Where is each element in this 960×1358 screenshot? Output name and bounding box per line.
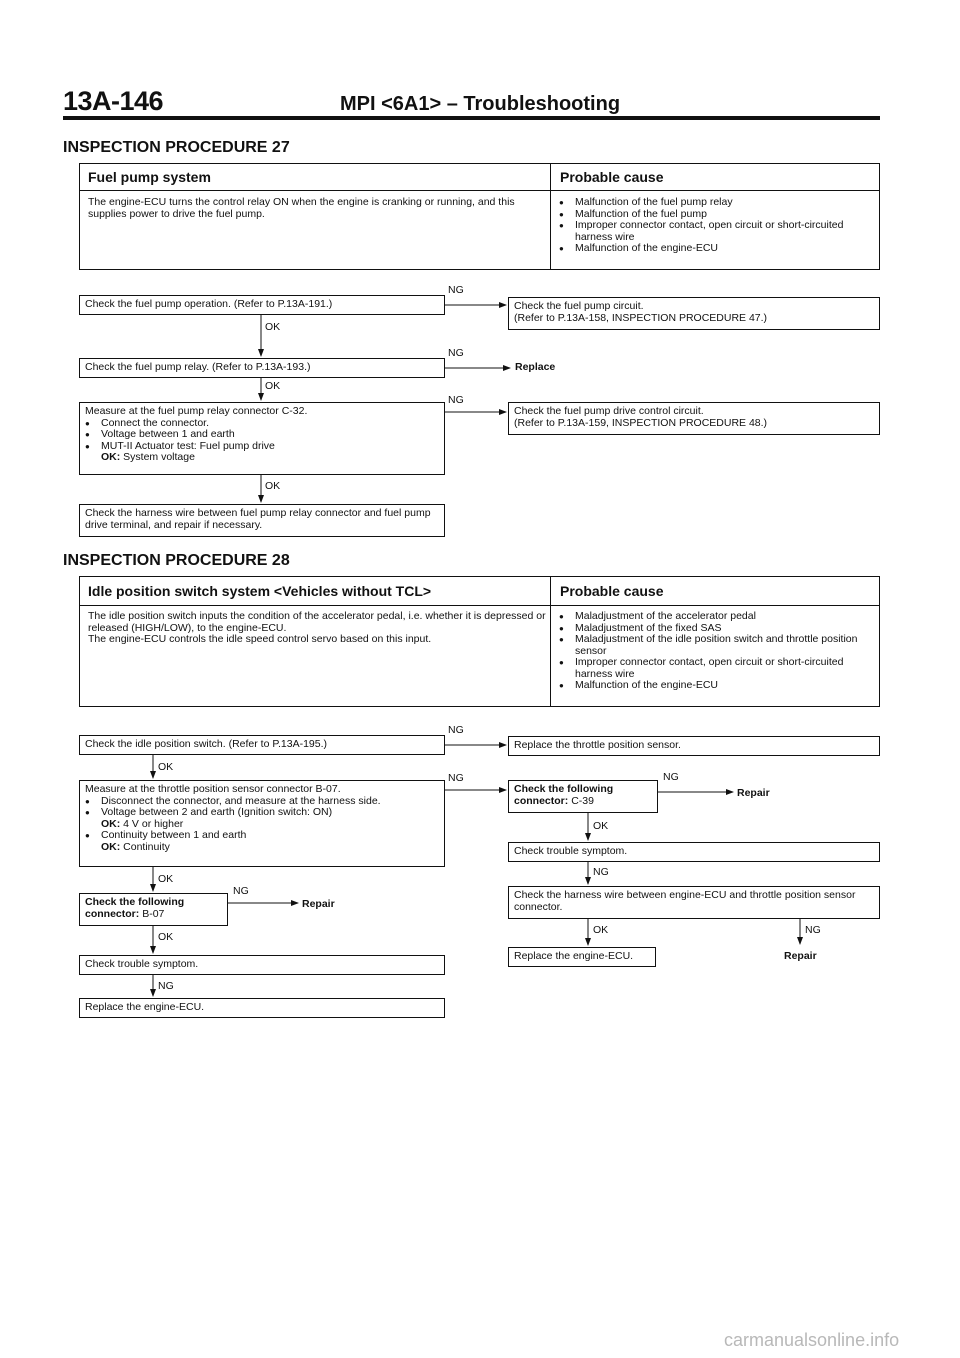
p28-right-a-ng-result: Repair	[737, 787, 770, 799]
p27-step2-box: Check the fuel pump relay. (Refer to P.13A-193.)	[79, 358, 445, 378]
ng-label: NG	[805, 924, 821, 936]
ok-value: 4 V or higher	[123, 817, 184, 830]
table-left-header: Fuel pump system	[88, 169, 211, 185]
p28-step5-box: Replace the engine-ECU.	[79, 998, 445, 1018]
ok-label: OK	[265, 380, 281, 392]
watermark-footer: carmanualsonline.info	[724, 1330, 900, 1350]
p28-right-d-box: Replace the engine-ECU.	[508, 947, 656, 967]
p28-right-b-box: Check trouble symptom.	[508, 842, 880, 862]
p28-right-d-ng-result: Repair	[784, 950, 817, 962]
page-number: 13A-146	[63, 86, 164, 116]
ng-label: NG	[593, 866, 609, 878]
step-item: ● Disconnect the connector, and measure at the harness side.	[81, 796, 439, 808]
ok-label: OK	[265, 321, 281, 333]
table-right-header: Probable cause	[560, 583, 664, 599]
box-line: Check the following	[514, 783, 614, 795]
table-left-header: Idle position switch system <Vehicles without TCL>	[88, 583, 432, 599]
ok-value: System voltage	[123, 451, 195, 463]
connector-value: B-07	[142, 907, 165, 920]
ok-label: OK	[593, 820, 609, 832]
ng-label: NG	[448, 394, 464, 406]
p28-step4-box: Check trouble symptom.	[79, 955, 445, 975]
box-title: Measure at the fuel pump relay connector C-32.	[85, 405, 308, 417]
ng-label: NG	[663, 771, 679, 783]
p28-step1-ng-box: Replace the throttle position sensor.	[508, 736, 880, 756]
ng-label: NG	[233, 885, 249, 897]
ok-label: OK	[158, 873, 174, 885]
connector-value: C-39	[571, 794, 594, 807]
ok-label: OK	[158, 931, 174, 943]
box-line: Check the fuel pump drive control circuit.	[514, 405, 704, 417]
p28-step3-ng-result: Repair	[302, 898, 335, 910]
step-item: ● Connect the connector.	[81, 418, 439, 430]
p28-step1-box: Check the idle position switch. (Refer to P.13A-195.)	[79, 735, 445, 755]
step-item: ● Continuity between 1 and earth	[81, 830, 439, 842]
page-header-title: MPI <6A1> – Troubleshooting	[340, 93, 621, 115]
ok-label: OK	[158, 761, 174, 773]
ng-label: NG	[448, 772, 464, 784]
cause-item: ● Malfunction of the engine-ECU	[555, 680, 875, 692]
box-line: (Refer to P.13A-158, INSPECTION PROCEDURE 47.)	[514, 311, 768, 324]
connector-label: connector:	[85, 907, 140, 920]
step-item: ● Voltage between 1 and earth	[81, 429, 439, 441]
box-line: (Refer to P.13A-159, INSPECTION PROCEDURE 48.)	[514, 416, 768, 429]
box-line: Check the fuel pump circuit.	[514, 300, 644, 312]
ng-label: NG	[448, 284, 464, 296]
box-title: Measure at the throttle position sensor connector B-07.	[85, 783, 341, 795]
procedure-28-title: INSPECTION PROCEDURE 28	[63, 552, 290, 569]
p27-step2-ng-result: Replace	[515, 361, 556, 373]
ok-label: OK	[265, 480, 281, 492]
ok-label: OK	[593, 924, 609, 936]
cause-item: ● Malfunction of the fuel pump relay	[555, 197, 873, 209]
p28-right-c-box: Check the harness wire between engine-ECU and throttle position sensor connector.	[508, 886, 880, 919]
step-item: ● Voltage between 2 and earth (Ignition switch: ON)	[81, 807, 439, 819]
ng-label: NG	[448, 347, 464, 359]
p27-step4-box: Check the harness wire between fuel pump relay connector and fuel pump drive terminal, and repair if necessary.	[79, 504, 445, 537]
cause-item: ● Malfunction of the engine-ECU	[555, 243, 873, 255]
ok-label: OK:	[101, 840, 121, 853]
cause-item: ● Improper connector contact, open circuit or short-circuited harness wire	[555, 657, 875, 680]
ng-label: NG	[448, 724, 464, 736]
description-line: The idle position switch inputs the condition of the accelerator pedal, i.e. whether it is depressed or released (HIGH/LOW), to the engine-ECU.	[88, 610, 546, 634]
table-right-header: Probable cause	[560, 169, 664, 185]
step-item: ● MUT-II Actuator test: Fuel pump drive	[81, 441, 439, 453]
cause-item: ● Maladjustment of the accelerator pedal	[555, 611, 875, 623]
ok-label: OK:	[101, 451, 121, 463]
p27-step1-box: Check the fuel pump operation. (Refer to P.13A-191.)	[79, 295, 445, 315]
cause-item: ● Maladjustment of the fixed SAS	[555, 623, 875, 635]
cause-item: ● Improper connector contact, open circuit or short-circuited harness wire	[555, 220, 873, 243]
connector-label: connector:	[514, 794, 569, 807]
cause-item: ● Malfunction of the fuel pump	[555, 209, 873, 221]
system-description: The engine-ECU turns the control relay ON when the engine is cranking or running, and this supplies power to drive the fuel pump.	[88, 196, 515, 220]
box-line: Check the following	[85, 896, 185, 908]
description-line: The engine-ECU controls the idle speed control servo based on this input.	[88, 633, 432, 645]
procedure-27-title: INSPECTION PROCEDURE 27	[63, 139, 290, 156]
ok-label: OK:	[101, 817, 121, 830]
cause-item: ● Maladjustment of the idle position switch and throttle position sensor	[555, 634, 875, 657]
ok-value: Continuity	[123, 840, 170, 853]
ng-label: NG	[158, 980, 174, 992]
